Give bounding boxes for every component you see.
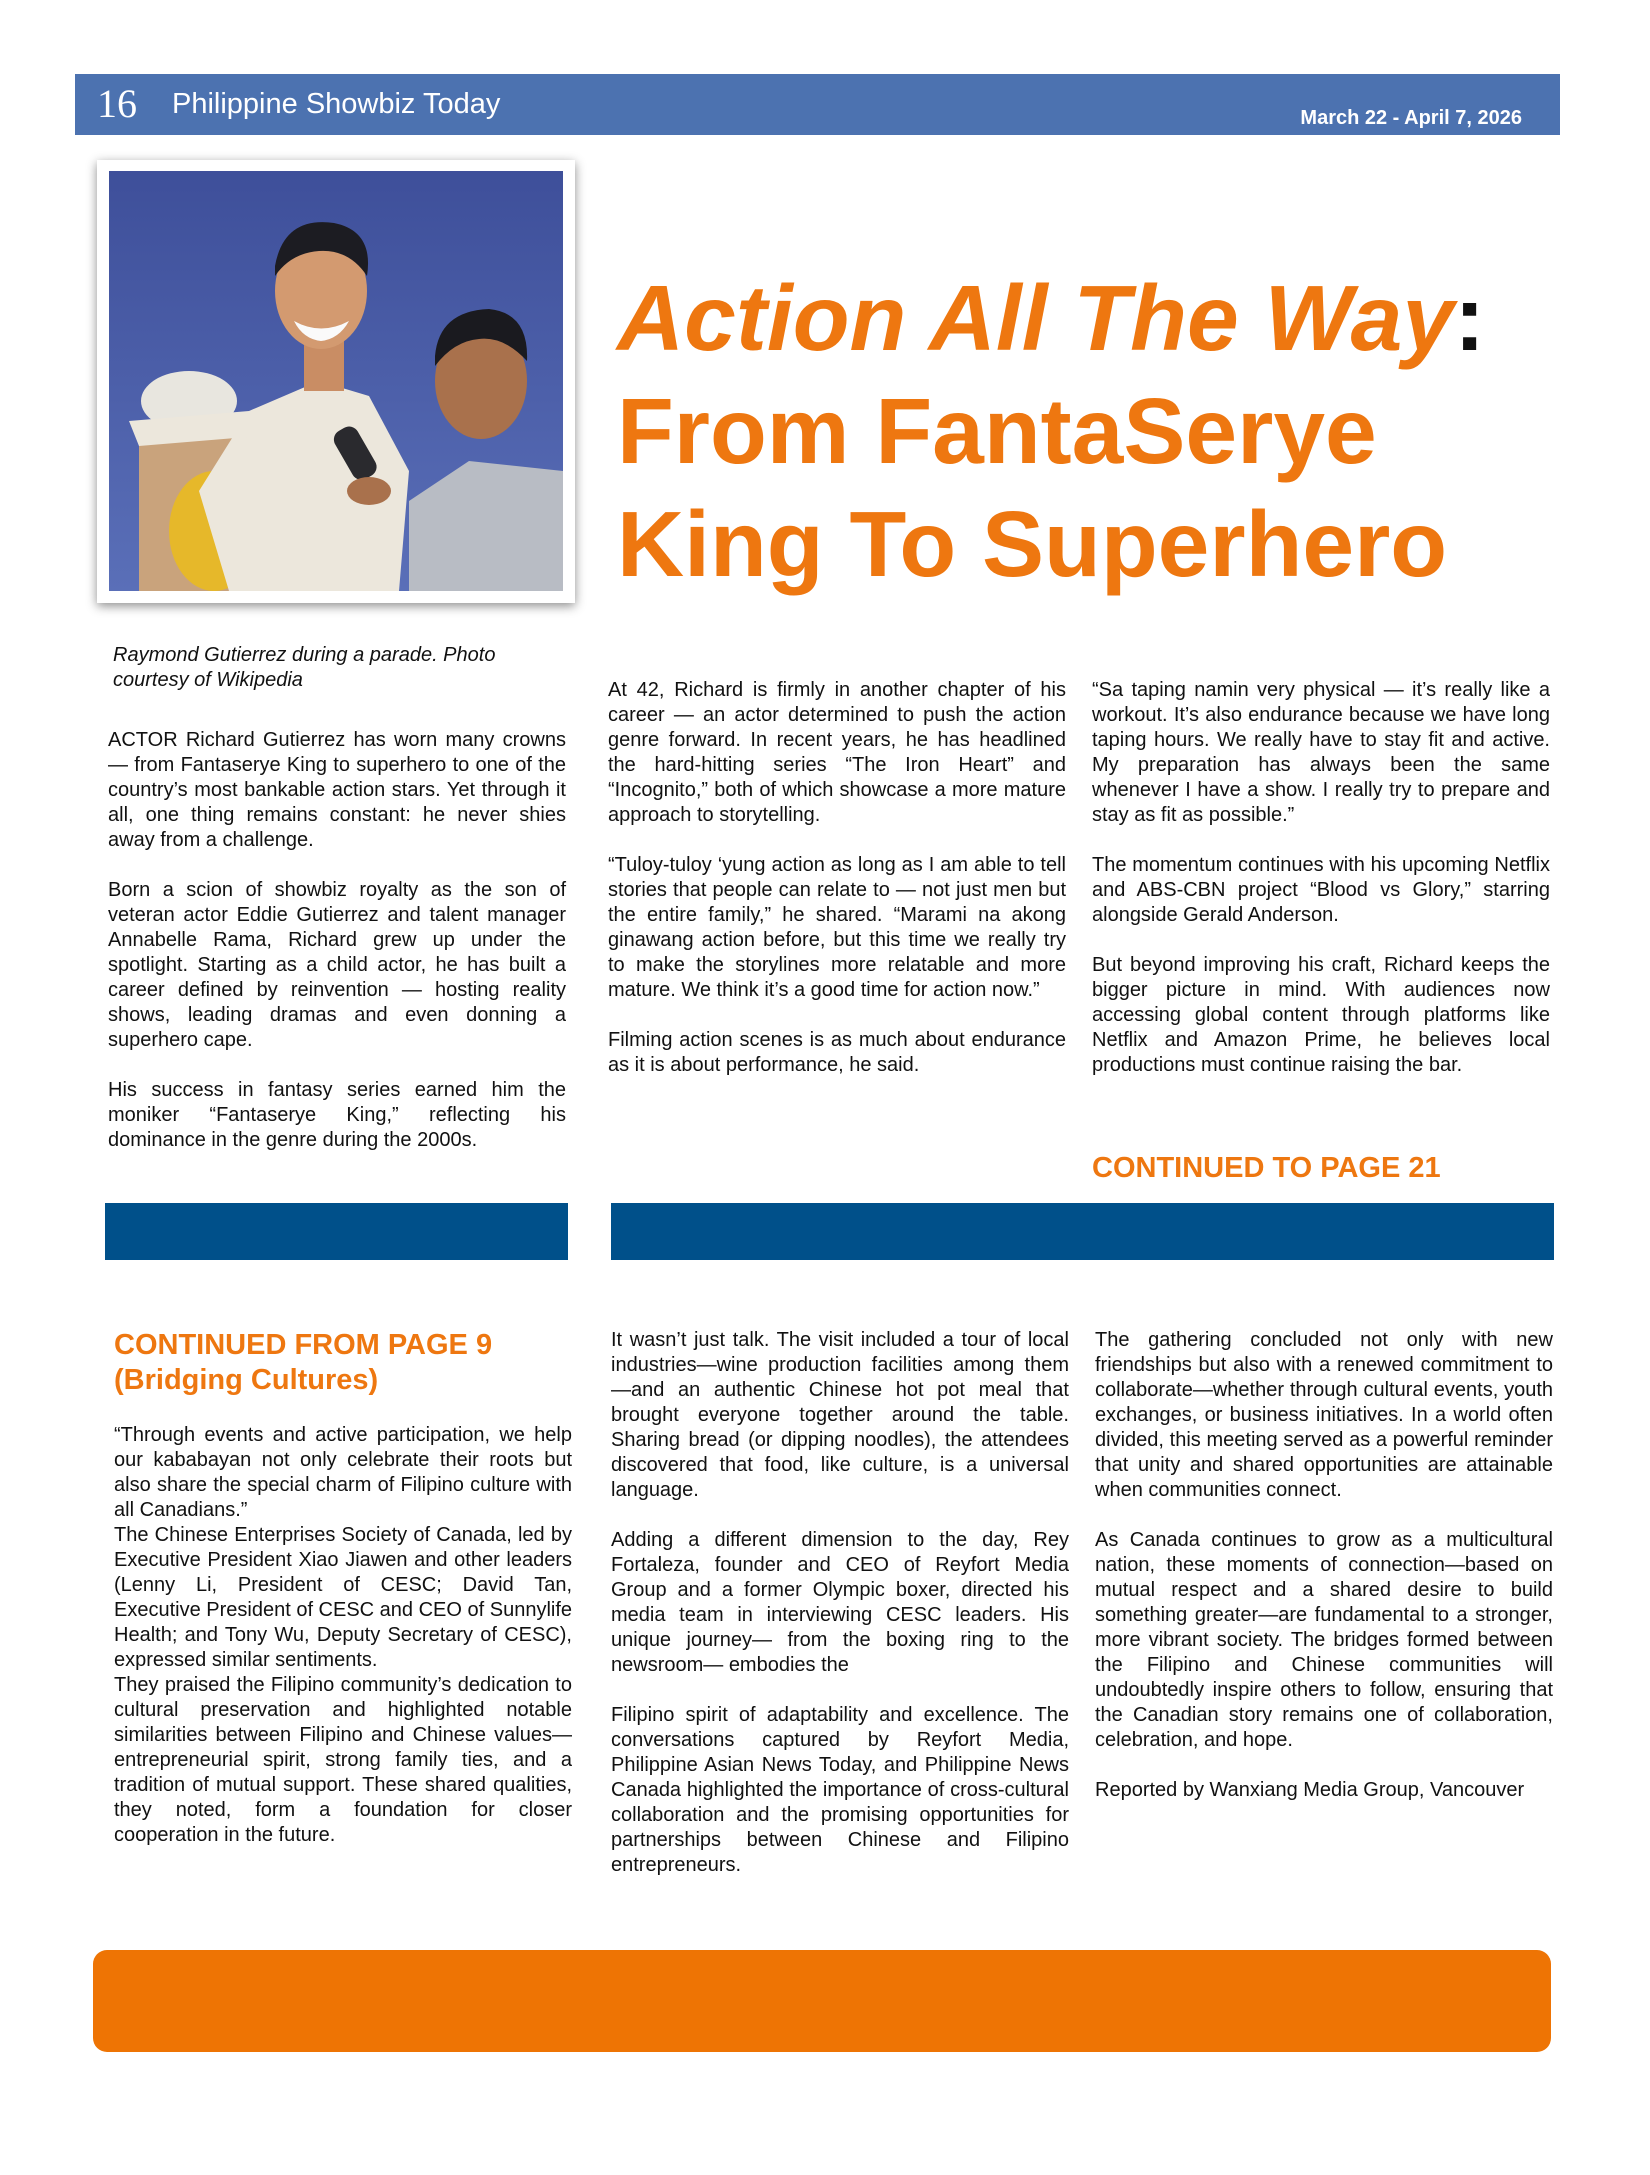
paragraph: ACTOR Richard Gutierrez has worn many crowns — from Fantaserye King to superhero to one of the country’s most bankable action stars. Yet through it all, one thing remains constant: he never shies away from a challenge.: [108, 729, 566, 851]
continued-to-link[interactable]: CONTINUED TO PAGE 21: [1092, 1152, 1441, 1184]
paragraph: At 42, Richard is firmly in another chapter of his career — an actor determined to push the action genre forward. In recent years, he has headlined the hard-hitting series “The Iron Heart” and “Incognito,” both of which showcase a more mature approach to storytelling.: [608, 679, 1066, 826]
paragraph: They praised the Filipino community’s dedication to cultural preservation and highlighted notable similarities between Filipino and Chinese values—entrepreneurial spirit, strong family ties, and a tradition of mutual support. These shared qualities, they noted, form a foundation for closer cooperation in the future.: [114, 1674, 572, 1846]
paragraph: But beyond improving his craft, Richard keeps the bigger picture in mind. With audiences now accessing global content through platforms like Netflix and Amazon Prime, he believes local productions must continue raising the bar.: [1092, 954, 1550, 1076]
article-headline: [617, 262, 1577, 601]
paragraph: Filming action scenes is as much about endurance as it is about performance, he said.: [608, 1029, 1066, 1076]
page-number: 16: [97, 81, 137, 126]
page-header: [75, 74, 1560, 135]
paragraph: Filipino spirit of adaptability and excellence. The conversations captured by Reyfort Media, Philippine Asian News Today, and Philippine News Canada highlighted the importance of cross-cultural collaboration and the promising opportunities for partnerships between Chinese and Filipino entrepreneurs.: [611, 1704, 1069, 1876]
article1-column-3: [1092, 678, 1550, 1103]
publication-name: Philippine Showbiz Today: [172, 88, 501, 120]
article-photo: [97, 160, 575, 603]
parade-photo-illustration: [109, 171, 563, 591]
paragraph: The Chinese Enterprises Society of Canada, led by Executive President Xiao Jiawen and other leaders (Lenny Li, President of CESC; David Tan, Executive President of CESC and CEO of Sunnylife Health; and Tony Wu, Deputy Secretary of CESC), expressed similar sentiments.: [114, 1524, 573, 1671]
article2-subtitle: (Bridging Cultures): [114, 1364, 379, 1396]
continued-from-heading: CONTINUED FROM PAGE 9: [114, 1329, 493, 1361]
paragraph: Born a scion of showbiz royalty as the son of veteran actor Eddie Gutierrez and talent manager Annabelle Rama, Richard grew up under the spotlight. Starting as a child actor, he has built a career defined by reinvention — hosting reality shows, leading dramas and even donning a superhero cape.: [108, 879, 566, 1051]
paragraph: His success in fantasy series earned him the moniker “Fantaserye King,” reflecting his dominance in the genre during the 2000s.: [108, 1079, 566, 1151]
paragraph: Reported by Wanxiang Media Group, Vancouver: [1095, 1779, 1525, 1801]
paragraph: “Sa taping namin very physical — it’s really like a workout. It’s also endurance because we have long taping hours. We really have to stay fit and active. My preparation has always been the same whenever I have a show. I really try to prepare and stay as fit as possible.”: [1092, 679, 1550, 826]
divider-band-right: [611, 1203, 1554, 1260]
paragraph: The momentum continues with his upcoming Netflix and ABS-CBN project “Blood vs Glory,” starring alongside Gerald Anderson.: [1092, 854, 1550, 926]
article1-column-2: [608, 678, 1066, 1103]
paragraph: Adding a different dimension to the day, Rey Fortaleza, founder and CEO of Reyfort Media Group and a former Olympic boxer, directed his media team in interviewing CESC leaders. His unique journey— from the boxing ring to the newsroom— embodies the: [611, 1529, 1069, 1676]
paragraph: “Tuloy-tuloy ‘yung action as long as I am able to tell stories that people can relate to — not just men but the entire family,” he shared. “Marami na akong ginawang action before, but this time we really try to make the storylines more relatable and more mature. We think it’s a good time for action now.”: [608, 854, 1066, 1001]
footer-bar: [93, 1950, 1551, 2052]
headline-part2: From FantaSerye King To Superhero: [617, 379, 1448, 596]
paragraph: As Canada continues to grow as a multicultural nation, these moments of connection—based on mutual respect and a shared desire to build something greater—are fundamental to a stronger, more vibrant society. The bridges formed between the Filipino and Chinese communities will undoubtedly inspire others to follow, ensuring that the Canadian story remains one of collaboration, celebration, and hope.: [1095, 1529, 1553, 1751]
photo-caption: Raymond Gutierrez during a parade. Photo courtesy of Wikipedia: [113, 644, 496, 691]
paragraph: The gathering concluded not only with new friendships but also with a renewed commitment to collaborate—whether through cultural events, youth exchanges, or business initiatives. In a world often divided, this meeting served as a powerful reminder that unity and shared opportunities are attainable when communities connect.: [1095, 1329, 1553, 1501]
paragraph: “Through events and active participation, we help our kababayan not only celebrate their roots but also share the special charm of Filipino culture with all Canadians.”: [114, 1424, 572, 1521]
issue-date: March 22 - April 7, 2026: [1300, 107, 1522, 129]
divider-band-left: [105, 1203, 568, 1260]
headline-part1: Action All The Way: [617, 266, 1455, 370]
article2-column-2: [611, 1328, 1069, 1903]
article1-column-1: [108, 728, 566, 1178]
headline-colon: :: [1454, 266, 1486, 370]
paragraph: It wasn’t just talk. The visit included a tour of local industries—wine production facilities among them—and an authentic Chinese hot pot meal that brought everyone together around the table. Sharing bread (or dipping noodles), the attendees discovered that food, like culture, is a universal language.: [611, 1329, 1069, 1501]
article2-column-3: [1095, 1328, 1553, 1828]
article2-column-1: [114, 1328, 572, 1848]
